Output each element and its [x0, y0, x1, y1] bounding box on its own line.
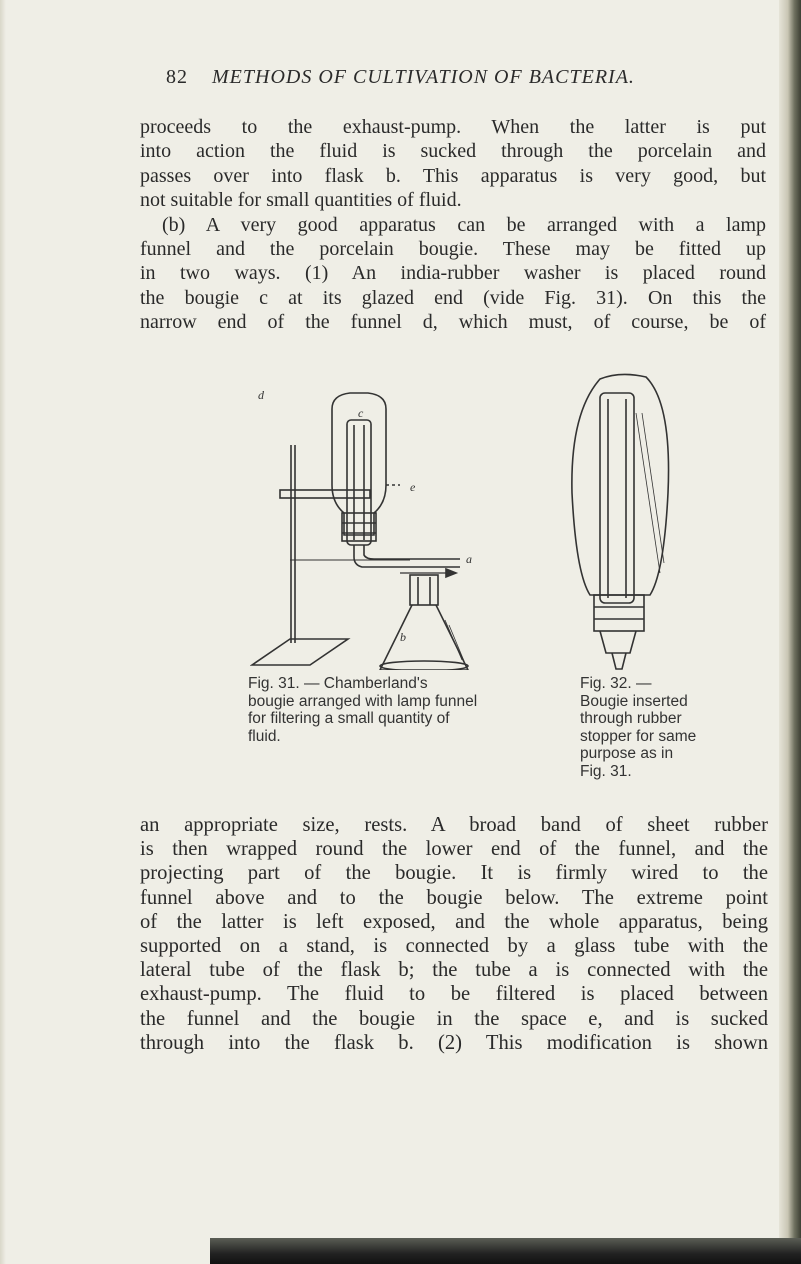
caption-line: stopper for same	[580, 727, 697, 745]
figure-label-b: b	[400, 630, 406, 644]
figure-label-c: c	[358, 406, 364, 420]
text-line: through into the flask b. (2) This modification is shown	[140, 1031, 768, 1054]
figure-32-caption	[580, 675, 740, 781]
caption-line: through rubber	[580, 710, 682, 728]
text-line: exhaust-pump. The fluid to be filtered is placed between	[140, 983, 768, 1006]
figure-32-illustration	[560, 373, 680, 673]
caption-line: Fig. 31. — Chamberland's	[248, 675, 428, 692]
running-header	[166, 66, 726, 89]
figure-31-caption	[248, 675, 544, 745]
caption-line: for filtering a small quantity of	[248, 710, 450, 728]
text-line: (b) A very good apparatus can be arranged with a lamp	[162, 213, 766, 236]
text-line: supported on a stand, is connected by a glass tube with the	[140, 935, 768, 958]
text-line: of the latter is left exposed, and the whole apparatus, being	[140, 910, 768, 933]
text-line: in two ways. (1) An india-rubber washer is placed round	[140, 262, 766, 285]
paragraph-2	[140, 813, 768, 1055]
running-title: METHODS OF CULTIVATION OF BACTERIA.	[212, 66, 635, 88]
text-line: is then wrapped round the lower end of the funnel, and the	[140, 838, 768, 861]
text-line: the funnel and the bougie in the space e, and is sucked	[140, 1007, 768, 1030]
figure-label-a: a	[466, 552, 472, 566]
paragraph-1	[140, 115, 766, 335]
caption-line: Fig. 31.	[580, 762, 632, 780]
book-spine-edge	[779, 0, 801, 1264]
caption-line: fluid.	[248, 727, 281, 745]
text-line: funnel above and to the bougie below. The extreme point	[140, 886, 768, 909]
text-line: lateral tube of the flask b; the tube a is connected with the	[140, 959, 768, 982]
figure-label-d: d	[258, 388, 264, 402]
page-number: 82	[166, 66, 188, 88]
caption-line: Fig. 32. —	[580, 675, 652, 692]
figure-label-e: e	[410, 480, 416, 494]
text-line: an appropriate size, rests. A broad band of sheet rubber	[140, 814, 768, 836]
text-line: passes over into flask b. This apparatus is very good, but	[140, 164, 766, 187]
page-bottom-shadow	[210, 1238, 801, 1264]
caption-line: bougie arranged with lamp funnel	[248, 692, 478, 710]
text-line: not suitable for small quantities of fluid.	[140, 189, 462, 212]
figure-31-illustration	[250, 385, 550, 670]
text-line: projecting part of the bougie. It is firmly wired to the	[140, 862, 768, 885]
page-left-edge	[0, 0, 6, 1264]
text-line: funnel and the porcelain bougie. These may be fitted up	[140, 238, 766, 261]
text-line: into action the fluid is sucked through the porcelain and	[140, 140, 766, 163]
caption-line: purpose as in	[580, 745, 674, 763]
text-line: narrow end of the funnel d, which must, of course, be of	[140, 311, 766, 334]
caption-line: Bougie inserted	[580, 692, 688, 710]
text-line: proceeds to the exhaust-pump. When the latter is put	[140, 116, 766, 138]
text-line: the bougie c at its glazed end (vide Fig. 31). On this the	[140, 286, 766, 309]
